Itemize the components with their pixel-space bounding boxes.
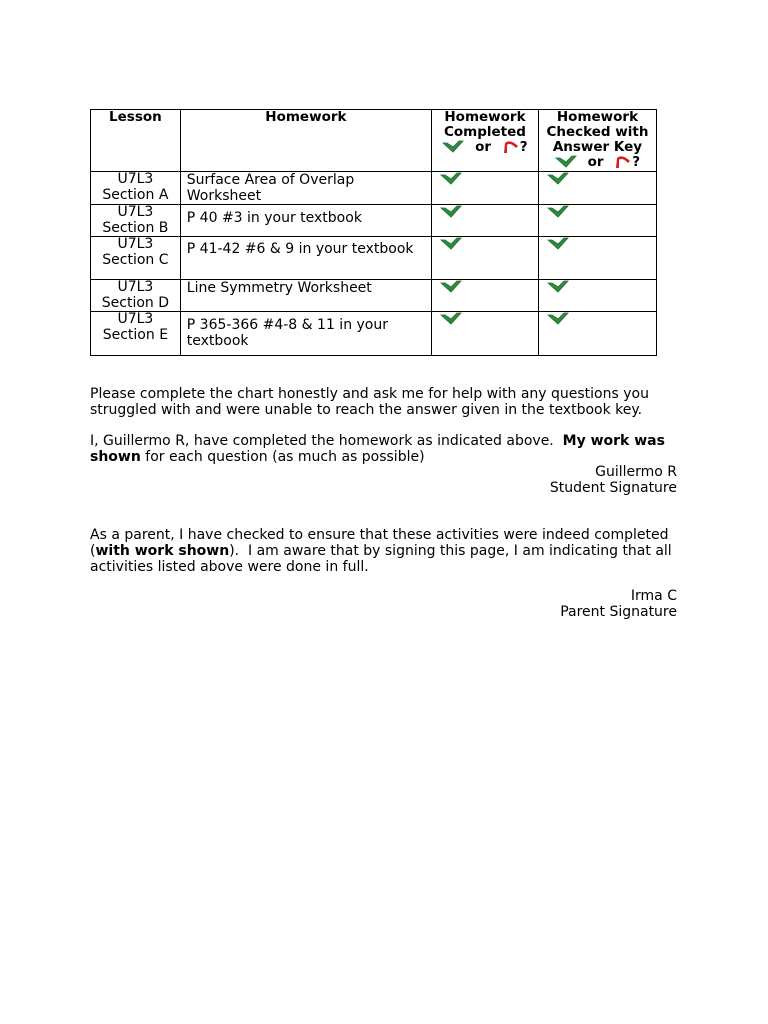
header-completed-line2: Completed xyxy=(443,124,526,140)
header-checked-line3: Answer Key xyxy=(552,139,643,155)
student-statement-text: I, Guillermo R, have completed the homework as indicated above. xyxy=(90,433,563,449)
table-row xyxy=(91,205,657,237)
header-completed xyxy=(432,110,539,172)
parent-statement-tail: ). I am aware that by signing this page, I am indicating that all activities listed above were done in full. xyxy=(90,543,677,575)
lesson-section: Section C xyxy=(102,251,169,268)
lesson-code: U7L3 xyxy=(117,279,154,295)
lesson-code: U7L3 xyxy=(117,171,154,187)
student-statement-bold: My work was shown xyxy=(90,433,665,465)
check-icon xyxy=(440,312,462,326)
header-checked-line1: Homework xyxy=(556,109,639,125)
parent-statement-text: As a parent, I have checked to ensure that these activities were indeed completed ( xyxy=(90,527,669,559)
completed-cell xyxy=(432,312,539,356)
lesson-code: U7L3 xyxy=(117,311,154,327)
lesson-section: Section A xyxy=(102,186,169,203)
table-row xyxy=(91,172,657,205)
check-icon xyxy=(440,237,462,251)
homework-cell: P 41-42 #6 & 9 in your textbook xyxy=(180,237,431,280)
table-row xyxy=(91,312,657,356)
student-signature-name: Guillermo R xyxy=(595,464,677,480)
parent-signature-name: Irma C xyxy=(630,588,677,604)
check-icon xyxy=(547,205,569,219)
header-checked xyxy=(538,110,656,172)
x-mark-icon xyxy=(502,140,520,154)
parent-signature-label: Parent Signature xyxy=(560,604,677,620)
table-header-row xyxy=(91,110,657,172)
check-icon xyxy=(547,237,569,251)
completed-cell xyxy=(432,205,539,237)
checked-cell xyxy=(538,280,656,312)
parent-signature-block xyxy=(560,588,677,620)
header-checked-symbols xyxy=(539,155,656,170)
lesson-cell xyxy=(91,205,181,237)
check-icon xyxy=(440,172,462,186)
completed-cell xyxy=(432,237,539,280)
checked-cell xyxy=(538,205,656,237)
check-icon xyxy=(547,312,569,326)
header-checked-question: ? xyxy=(632,154,641,170)
homework-table xyxy=(90,109,657,356)
header-homework: Homework xyxy=(180,110,431,172)
check-icon xyxy=(440,280,462,294)
table-row xyxy=(91,237,657,280)
parent-statement xyxy=(90,527,680,575)
check-icon xyxy=(555,155,577,169)
check-icon xyxy=(442,140,464,154)
instructions-text: Please complete the chart honestly and ask me for help with any questions you struggled with and were unable to reach the answer given in the textbook key. xyxy=(90,386,649,418)
homework-cell: P 365-366 #4-8 & 11 in your textbook xyxy=(180,312,431,356)
check-icon xyxy=(547,280,569,294)
student-statement-tail: for each question (as much as possible) xyxy=(140,449,425,465)
student-statement xyxy=(90,433,680,465)
header-checked-or: or xyxy=(587,154,604,170)
header-completed-or: or xyxy=(475,139,492,155)
header-completed-question: ? xyxy=(519,139,528,155)
lesson-code: U7L3 xyxy=(117,236,154,252)
header-completed-line1: Homework xyxy=(444,109,526,125)
lesson-cell xyxy=(91,172,181,205)
student-signature-label: Student Signature xyxy=(549,480,677,496)
lesson-section: Section D xyxy=(101,294,170,311)
check-icon xyxy=(440,205,462,219)
parent-statement-bold: with work shown xyxy=(95,543,230,559)
header-checked-line2: Checked with xyxy=(546,124,649,140)
completed-cell xyxy=(432,172,539,205)
homework-cell: Line Symmetry Worksheet xyxy=(180,280,431,312)
checked-cell xyxy=(538,312,656,356)
lesson-section: Section E xyxy=(102,326,169,343)
lesson-cell xyxy=(91,312,181,356)
homework-cell: Surface Area of Overlap Worksheet xyxy=(180,172,431,205)
checked-cell xyxy=(538,237,656,280)
completed-cell xyxy=(432,280,539,312)
header-lesson: Lesson xyxy=(91,110,181,172)
lesson-section: Section B xyxy=(102,219,169,236)
homework-cell: P 40 #3 in your textbook xyxy=(180,205,431,237)
table-row xyxy=(91,280,657,312)
lesson-cell xyxy=(91,237,181,280)
check-icon xyxy=(547,172,569,186)
lesson-code: U7L3 xyxy=(117,204,154,220)
x-mark-icon xyxy=(614,155,632,169)
header-completed-symbols xyxy=(432,140,538,155)
lesson-cell xyxy=(91,280,181,312)
student-signature-block xyxy=(550,464,677,496)
checked-cell xyxy=(538,172,656,205)
